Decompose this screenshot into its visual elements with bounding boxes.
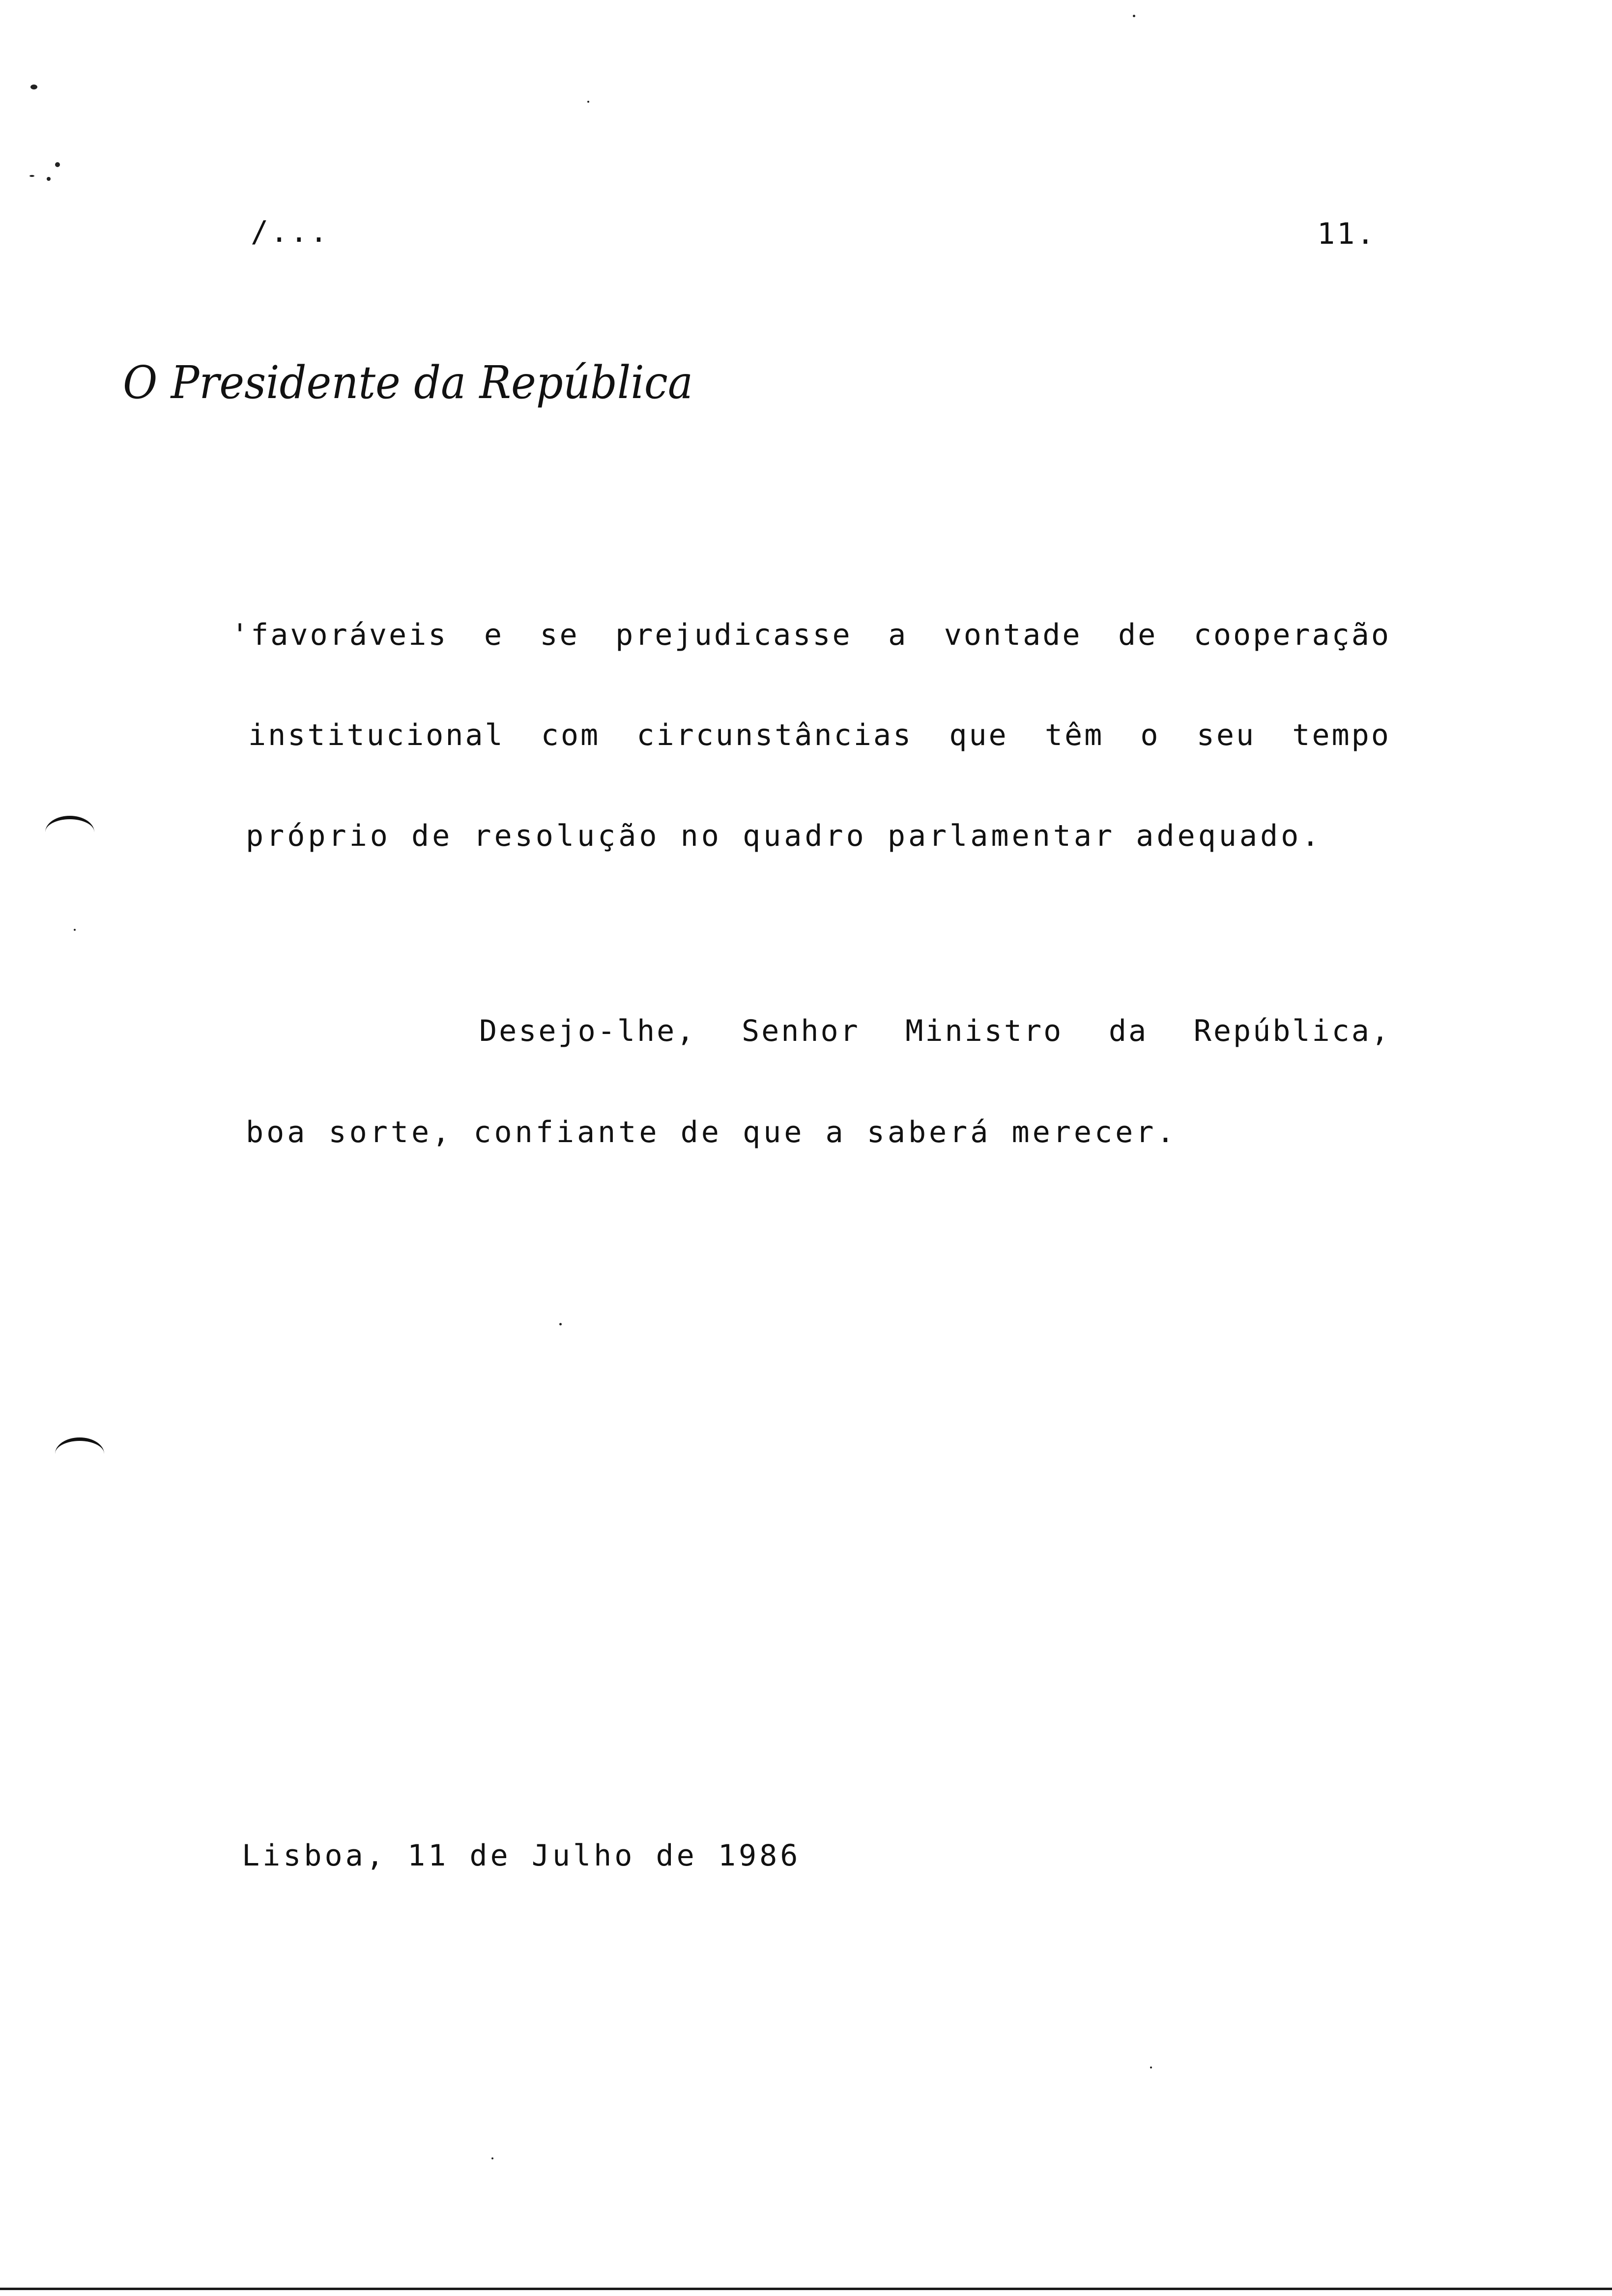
word: Desejo-lhe, <box>479 1014 696 1048</box>
scan-speck <box>559 1323 562 1325</box>
paragraph2-line1 <box>479 1013 1391 1049</box>
scan-speck <box>55 162 60 167</box>
word: vontade <box>944 618 1082 652</box>
scan-speck <box>29 175 34 177</box>
word: que <box>949 718 1008 752</box>
scan-speck <box>30 85 37 89</box>
word: cooperação <box>1193 618 1391 652</box>
paragraph1-line1 <box>231 617 1391 653</box>
scan-speck <box>491 2157 493 2159</box>
word: de <box>1118 618 1158 652</box>
word: Senhor <box>741 1014 860 1048</box>
paragraph1-line3: próprio de resolução no quadro parlamentar adequado. <box>246 819 1323 853</box>
letterhead-script <box>118 344 698 423</box>
letterhead-title: O Presidente da República <box>123 356 693 409</box>
word: seu <box>1196 718 1256 752</box>
word: prejudicasse <box>615 618 852 652</box>
scan-speck <box>1133 15 1135 17</box>
word: têm <box>1044 718 1104 752</box>
scan-speck <box>587 101 589 103</box>
word: da <box>1108 1014 1149 1048</box>
page-bottom-edge <box>0 2288 1612 2290</box>
word: 'favoráveis <box>231 618 448 652</box>
word: Ministro <box>905 1014 1064 1048</box>
word: a <box>888 618 908 652</box>
word: e <box>484 618 504 652</box>
continuation-marker: /... <box>251 215 330 249</box>
scan-speck <box>1150 2066 1152 2068</box>
word: o <box>1140 718 1160 752</box>
word: institucional <box>248 718 505 752</box>
margin-arc-mark <box>45 816 94 849</box>
word: circunstâncias <box>636 718 913 752</box>
paragraph1-line2 <box>248 718 1391 753</box>
word: tempo <box>1292 718 1391 752</box>
word: República, <box>1193 1014 1391 1048</box>
margin-arc-mark <box>55 1437 104 1470</box>
place-and-date: Lisboa, 11 de Julho de 1986 <box>242 1838 801 1873</box>
word: com <box>541 718 601 752</box>
scan-speck <box>47 177 51 181</box>
paragraph2-line2: boa sorte, confiante de que a saberá merecer. <box>246 1115 1178 1149</box>
scan-speck <box>74 929 76 931</box>
word: se <box>540 618 579 652</box>
page-number: 11. <box>1317 217 1377 251</box>
